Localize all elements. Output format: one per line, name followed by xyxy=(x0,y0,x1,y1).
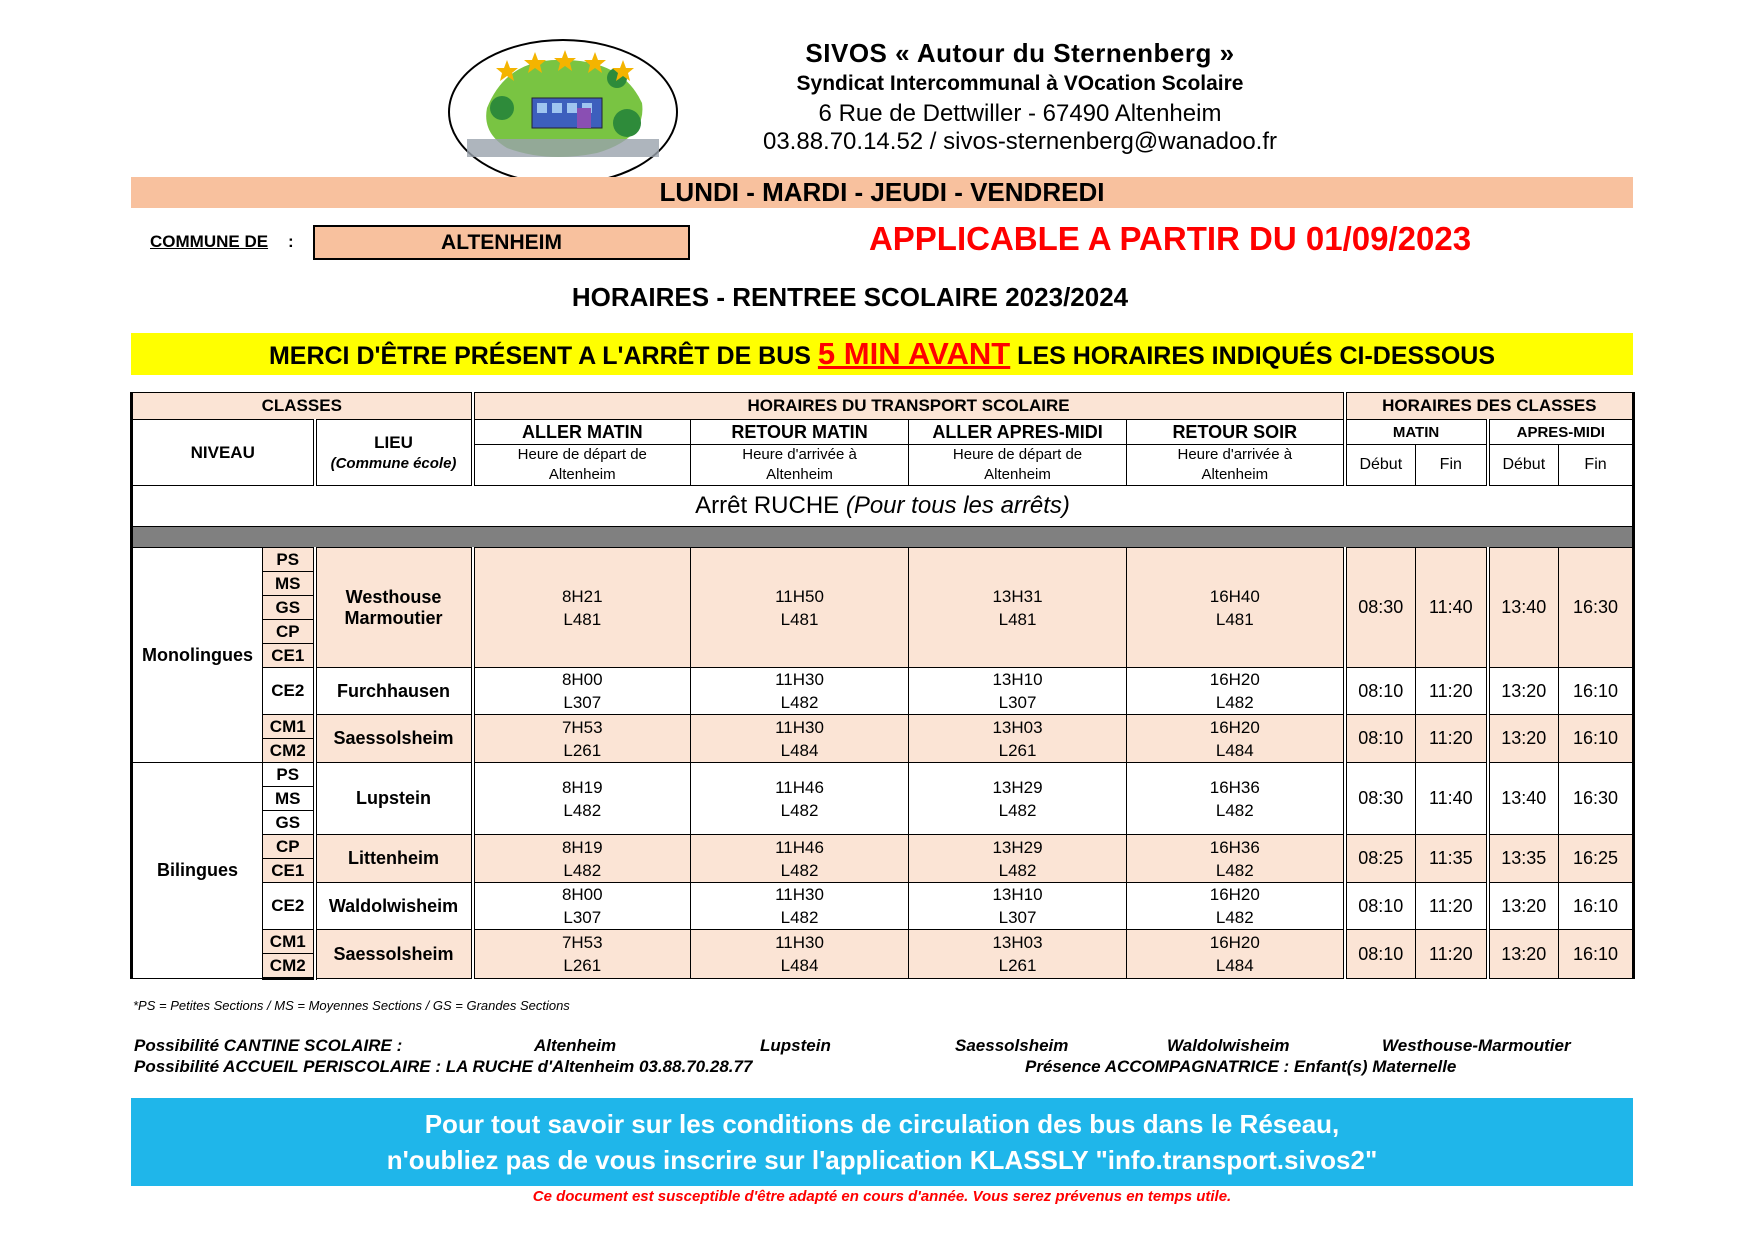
line-number: L482 xyxy=(780,693,819,712)
sub-am-debut: Début xyxy=(1488,445,1559,486)
time-value: 16H20 xyxy=(1209,885,1260,904)
class-time: 11:40 xyxy=(1416,548,1488,668)
transport-time xyxy=(1127,668,1345,715)
line-number: L484 xyxy=(1215,956,1254,975)
transport-time xyxy=(909,548,1127,668)
header-matin: MATIN xyxy=(1345,420,1488,445)
time-value: 8H00 xyxy=(561,885,603,904)
class-time: 16:10 xyxy=(1559,668,1634,715)
time-value: 16H36 xyxy=(1209,837,1260,857)
class-time: 16:10 xyxy=(1559,930,1634,979)
class-time: 08:10 xyxy=(1345,715,1416,763)
line-number: L307 xyxy=(563,908,602,927)
class-time: 11:20 xyxy=(1416,715,1488,763)
sub-label: Heure de départ de xyxy=(517,446,647,463)
town-name: Furchhausen xyxy=(337,680,451,701)
transport-time xyxy=(1127,883,1345,930)
class-time: 11:35 xyxy=(1416,835,1488,883)
time-value: 8H00 xyxy=(561,670,603,689)
level-cell: CM2 xyxy=(263,739,315,763)
time-value: 13H03 xyxy=(992,933,1043,952)
class-time: 11:20 xyxy=(1416,930,1488,979)
level-cell: CP xyxy=(263,835,315,859)
school-town xyxy=(315,715,473,763)
transport-time xyxy=(1127,930,1345,979)
periscolaire-info: Possibilité ACCUEIL PERISCOLAIRE : LA RUCHE d'Altenheim 03.88.70.28.77 xyxy=(134,1057,753,1076)
transport-time xyxy=(909,930,1127,979)
school-town xyxy=(315,548,473,668)
transport-time xyxy=(473,883,691,930)
gray-separator xyxy=(132,527,1634,548)
level-cell: MS xyxy=(263,787,315,811)
town-name: Saessolsheim xyxy=(333,943,454,964)
class-time: 08:30 xyxy=(1345,763,1416,835)
class-time: 16:10 xyxy=(1559,883,1634,930)
class-time: 13:40 xyxy=(1488,548,1559,668)
days-band: LUNDI - MARDI - JEUDI - VENDREDI xyxy=(131,177,1633,208)
time-value: 7H53 xyxy=(561,717,603,737)
group-bili: Bilingues xyxy=(132,763,263,979)
time-value: 8H19 xyxy=(561,837,603,857)
applicable-date: APPLICABLE A PARTIR DU 01/09/2023 xyxy=(868,220,1472,257)
line-number: L482 xyxy=(563,860,602,880)
time-value: 11H46 xyxy=(775,777,824,797)
disclaimer: Ce document est susceptible d'être adapté en cours d'année. Vous serez prévenus en temps utile. xyxy=(532,1188,1232,1205)
sub-matin-fin: Fin xyxy=(1416,445,1488,486)
sub-retour-soir xyxy=(1127,445,1345,486)
line-number: L482 xyxy=(1215,860,1254,880)
time-value: 16H40 xyxy=(1209,586,1260,606)
transport-time xyxy=(691,715,909,763)
time-value: 11H30 xyxy=(775,933,824,952)
transport-time xyxy=(909,835,1127,883)
org-name: SIVOS « Autour du Sternenberg » xyxy=(805,38,1235,68)
transport-time xyxy=(473,715,691,763)
class-time: 13:20 xyxy=(1488,668,1559,715)
line-number: L484 xyxy=(780,956,819,975)
class-time: 11:20 xyxy=(1416,883,1488,930)
line-number: L482 xyxy=(1215,693,1254,712)
footnote: *PS = Petites Sections / MS = Moyennes Sections / GS = Grandes Sections xyxy=(133,998,570,1013)
time-value: 11H30 xyxy=(775,885,824,904)
group-mono: Monolingues xyxy=(132,548,263,763)
transport-time xyxy=(691,930,909,979)
line-number: L482 xyxy=(998,800,1037,820)
sub-place: Altenheim xyxy=(1201,466,1269,483)
time-value: 13H10 xyxy=(992,670,1043,689)
level-cell: CM2 xyxy=(263,954,315,979)
sub-place: Altenheim xyxy=(548,466,616,483)
header-lieu xyxy=(315,420,473,486)
class-time: 11:40 xyxy=(1416,763,1488,835)
commune-value: ALTENHEIM xyxy=(313,225,690,260)
time-value: 8H19 xyxy=(561,777,603,797)
line-number: L482 xyxy=(563,800,602,820)
transport-time xyxy=(473,548,691,668)
class-time: 08:10 xyxy=(1345,930,1416,979)
time-value: 16H36 xyxy=(1209,777,1260,797)
class-time: 16:25 xyxy=(1559,835,1634,883)
level-cell: CP xyxy=(263,620,315,644)
line-number: L482 xyxy=(1215,800,1254,820)
time-value: 13H29 xyxy=(992,837,1043,857)
transport-time xyxy=(1127,548,1345,668)
notice-band xyxy=(131,333,1633,375)
line-number: L261 xyxy=(563,956,602,975)
transport-time xyxy=(909,763,1127,835)
town-name: Waldolwisheim xyxy=(328,895,459,916)
line-number: L307 xyxy=(998,908,1037,927)
time-value: 16H20 xyxy=(1209,670,1260,689)
klassly-banner xyxy=(131,1098,1633,1186)
line-number: L307 xyxy=(563,693,602,712)
town-name: Saessolsheim xyxy=(333,728,454,748)
header-classes: CLASSES xyxy=(132,393,473,420)
line-number: L482 xyxy=(780,800,819,820)
transport-time xyxy=(1127,835,1345,883)
line-number: L481 xyxy=(780,609,819,629)
cantine-place-4: Waldolwisheim xyxy=(1167,1036,1290,1055)
class-time: 08:10 xyxy=(1345,883,1416,930)
sub-place: Altenheim xyxy=(984,466,1051,483)
level-cell: CM1 xyxy=(263,715,315,739)
time-value: 13H03 xyxy=(992,717,1043,737)
banner-line-2: n'oubliez pas de vous inscrire sur l'application KLASSLY "info.transport.sivos2" xyxy=(386,1145,1378,1175)
transport-time xyxy=(1127,715,1345,763)
school-town xyxy=(315,763,473,835)
line-number: L484 xyxy=(780,740,819,760)
sub-aller-matin xyxy=(473,445,691,486)
class-time: 13:35 xyxy=(1488,835,1559,883)
sub-place: Altenheim xyxy=(766,466,833,483)
level-cell: GS xyxy=(263,811,315,835)
header-apres-midi: APRES-MIDI xyxy=(1488,420,1634,445)
line-number: L482 xyxy=(1215,908,1254,927)
commune-label: COMMUNE DE xyxy=(150,232,269,251)
town-name: Littenheim xyxy=(348,848,440,868)
cantine-place-3: Saessolsheim xyxy=(955,1036,1069,1055)
class-time: 13:20 xyxy=(1488,883,1559,930)
transport-time xyxy=(909,883,1127,930)
stop-main: Arrêt RUCHE xyxy=(695,492,846,519)
level-cell: PS xyxy=(263,548,315,572)
class-time: 08:25 xyxy=(1345,835,1416,883)
level-cell: CM1 xyxy=(263,930,315,954)
time-value: 16H20 xyxy=(1209,933,1260,952)
time-value: 8H21 xyxy=(561,586,603,606)
class-time: 16:10 xyxy=(1559,715,1634,763)
level-cell: PS xyxy=(263,763,315,787)
class-time: 11:20 xyxy=(1416,668,1488,715)
class-time: 16:30 xyxy=(1559,548,1634,668)
time-value: 13H29 xyxy=(992,777,1043,797)
level-cell: CE1 xyxy=(263,859,315,883)
time-value: 11H50 xyxy=(775,586,824,606)
sivos-logo xyxy=(447,38,679,186)
stop-italic: (Pour tous les arrêts) xyxy=(845,492,1070,519)
class-time: 13:20 xyxy=(1488,715,1559,763)
class-time: 13:40 xyxy=(1488,763,1559,835)
transport-time xyxy=(1127,763,1345,835)
header-transport: HORAIRES DU TRANSPORT SCOLAIRE xyxy=(473,393,1345,420)
transport-time xyxy=(473,930,691,979)
school-town xyxy=(315,883,473,930)
cantine-place-1: Altenheim xyxy=(534,1036,617,1055)
sub-am-fin: Fin xyxy=(1559,445,1634,486)
town-name: Lupstein xyxy=(356,788,432,808)
line-number: L484 xyxy=(1215,740,1254,760)
sub-label: Heure de départ de xyxy=(952,446,1083,463)
notice-after: LES HORAIRES INDIQUÉS CI-DESSOUS xyxy=(1010,342,1496,370)
class-time: 13:20 xyxy=(1488,930,1559,979)
line-number: L482 xyxy=(998,860,1037,880)
class-time: 16:30 xyxy=(1559,763,1634,835)
sub-matin-debut: Début xyxy=(1345,445,1416,486)
accompagnatrice-info: Présence ACCOMPAGNATRICE : Enfant(s) Maternelle xyxy=(1025,1057,1457,1076)
line-number: L481 xyxy=(1215,609,1254,629)
commune-colon: : xyxy=(288,232,294,251)
line-number: L261 xyxy=(563,740,602,760)
transport-time xyxy=(473,668,691,715)
transport-time xyxy=(909,715,1127,763)
time-value: 7H53 xyxy=(561,933,603,952)
line-number: L261 xyxy=(998,740,1037,760)
header-niveau: NIVEAU xyxy=(132,420,315,486)
transport-time xyxy=(909,668,1127,715)
org-subtitle: Syndicat Intercommunal à VOcation Scolaire xyxy=(796,72,1244,95)
org-contact: 03.88.70.14.52 / sivos-sternenberg@wanadoo.fr xyxy=(762,128,1278,155)
banner-line-1: Pour tout savoir sur les conditions de circulation des bus dans le Réseau, xyxy=(424,1109,1340,1139)
line-number: L481 xyxy=(998,609,1037,629)
line-number: L482 xyxy=(780,860,819,880)
page-title: HORAIRES - RENTREE SCOLAIRE 2023/2024 xyxy=(571,282,1129,312)
line-number: L307 xyxy=(998,693,1037,712)
transport-time xyxy=(691,883,909,930)
cantine-label: Possibilité CANTINE SCOLAIRE : xyxy=(134,1036,403,1055)
sub-label: Heure d'arrivée à xyxy=(742,446,857,463)
header-lieu-title: LIEU xyxy=(374,432,413,452)
time-value: 11H30 xyxy=(775,717,824,737)
level-cell: CE2 xyxy=(263,668,315,715)
level-cell: CE2 xyxy=(263,883,315,930)
school-town xyxy=(315,668,473,715)
header-retour-soir: RETOUR SOIR xyxy=(1127,420,1345,445)
time-value: 16H20 xyxy=(1209,717,1260,737)
level-cell: GS xyxy=(263,596,315,620)
cantine-place-5: Westhouse-Marmoutier xyxy=(1382,1036,1571,1055)
time-value: 13H10 xyxy=(992,885,1043,904)
cantine-place-2: Lupstein xyxy=(760,1036,831,1055)
transport-time xyxy=(473,835,691,883)
level-cell: CE1 xyxy=(263,644,315,668)
stop-row xyxy=(132,486,1634,527)
line-number: L482 xyxy=(780,908,819,927)
town-name-2: Marmoutier xyxy=(344,607,443,628)
sub-aller-am xyxy=(909,445,1127,486)
transport-time xyxy=(691,668,909,715)
school-town xyxy=(315,930,473,979)
header-lieu-sub: (Commune école) xyxy=(330,454,457,472)
transport-time xyxy=(691,835,909,883)
notice-highlight: 5 MIN AVANT xyxy=(817,336,1011,371)
level-cell: MS xyxy=(263,572,315,596)
header-aller-am: ALLER APRES-MIDI xyxy=(909,420,1127,445)
header-retour-matin: RETOUR MATIN xyxy=(691,420,909,445)
org-address: 6 Rue de Dettwiller - 67490 Altenheim xyxy=(818,100,1222,127)
class-time: 08:30 xyxy=(1345,548,1416,668)
class-time: 08:10 xyxy=(1345,668,1416,715)
line-number: L261 xyxy=(998,956,1037,975)
sub-label: Heure d'arrivée à xyxy=(1177,446,1293,463)
school-town xyxy=(315,835,473,883)
line-number: L481 xyxy=(563,609,602,629)
header-aller-matin: ALLER MATIN xyxy=(473,420,691,445)
transport-time xyxy=(691,763,909,835)
time-value: 13H31 xyxy=(992,586,1043,606)
time-value: 11H30 xyxy=(775,670,824,689)
notice-before: MERCI D'ÊTRE PRÉSENT A L'ARRÊT DE BUS xyxy=(268,342,818,370)
header-classes-hours: HORAIRES DES CLASSES xyxy=(1345,393,1634,420)
town-name: Westhouse xyxy=(345,586,442,607)
time-value: 11H46 xyxy=(775,837,824,857)
sub-retour-matin xyxy=(691,445,909,486)
transport-time xyxy=(691,548,909,668)
schedule-table xyxy=(130,392,1635,980)
transport-time xyxy=(473,763,691,835)
